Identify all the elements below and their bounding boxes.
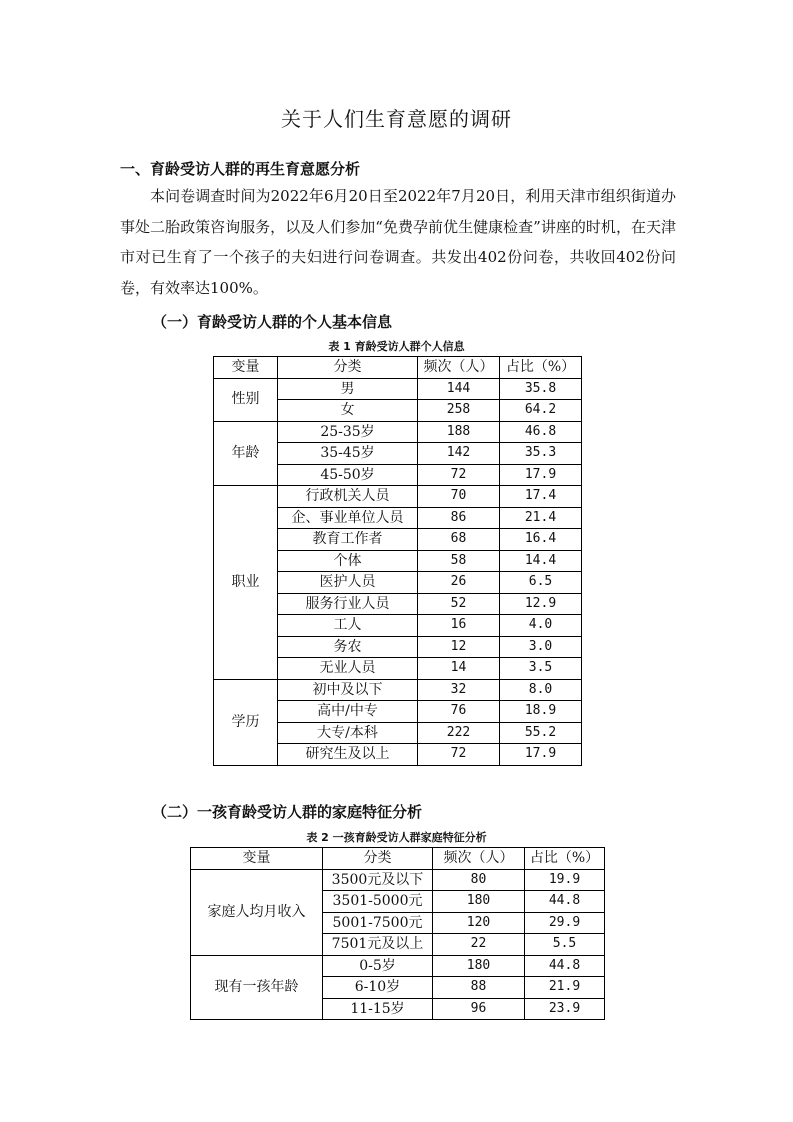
count-cell: 258 (418, 400, 500, 422)
table-row (191, 955, 605, 977)
category-cell: 个体 (278, 550, 418, 572)
category-cell: 初中及以下 (278, 679, 418, 701)
category-cell: 45-50岁 (278, 464, 418, 486)
count-cell: 58 (418, 550, 500, 572)
table-row (214, 378, 582, 400)
count-cell: 86 (418, 507, 500, 529)
table-2-caption: 表 2 一孩育龄受访人群家庭特征分析 (306, 831, 487, 844)
column-header: 变量 (191, 848, 323, 870)
page-title: 关于人们生育意愿的调研 (281, 107, 512, 131)
percent-cell: 46.8 (500, 421, 582, 443)
table-2 (190, 847, 605, 1020)
count-cell: 70 (418, 486, 500, 508)
percent-cell: 6.5 (500, 572, 582, 594)
percent-cell: 5.5 (525, 934, 605, 956)
percent-cell: 3.0 (500, 636, 582, 658)
percent-cell: 3.5 (500, 658, 582, 680)
count-cell: 88 (433, 977, 525, 999)
category-cell: 11-15岁 (323, 998, 433, 1020)
count-cell: 76 (418, 701, 500, 723)
category-cell: 工人 (278, 615, 418, 637)
variable-cell: 职业 (214, 486, 278, 680)
count-cell: 222 (418, 722, 500, 744)
variable-cell: 现有一孩年龄 (191, 955, 323, 1020)
count-cell: 120 (433, 912, 525, 934)
count-cell: 26 (418, 572, 500, 594)
column-header: 占比（%） (500, 357, 582, 379)
percent-cell: 35.3 (500, 443, 582, 465)
table-row (214, 421, 582, 443)
table-2-body (191, 848, 605, 1020)
count-cell: 12 (418, 636, 500, 658)
category-cell: 务农 (278, 636, 418, 658)
count-cell: 32 (418, 679, 500, 701)
column-header: 频次（人） (433, 848, 525, 870)
count-cell: 52 (418, 593, 500, 615)
variable-cell: 性别 (214, 378, 278, 421)
count-cell: 180 (433, 891, 525, 913)
column-header: 分类 (278, 357, 418, 379)
percent-cell: 8.0 (500, 679, 582, 701)
percent-cell: 16.4 (500, 529, 582, 551)
percent-cell: 44.8 (525, 955, 605, 977)
percent-cell: 21.9 (525, 977, 605, 999)
category-cell: 6-10岁 (323, 977, 433, 999)
count-cell: 16 (418, 615, 500, 637)
category-cell: 大专/本科 (278, 722, 418, 744)
category-cell: 企、事业单位人员 (278, 507, 418, 529)
column-header: 分类 (323, 848, 433, 870)
category-cell: 3500元及以下 (323, 869, 433, 891)
subsection-heading-1: （一）育龄受访人群的个人基本信息 (152, 313, 393, 331)
percent-cell: 18.9 (500, 701, 582, 723)
count-cell: 144 (418, 378, 500, 400)
category-cell: 教育工作者 (278, 529, 418, 551)
intro-paragraph: 本问卷调查时间为2022年6月20日至2022年7月20日，利用天津市组织街道办事处二胎政策咨询服务，以及人们参加“免费孕前优生健康检查”讲座的时机，在天津市对已生育了一个孩子的夫妇进行问卷调查。共发出402份问卷，共收回402份问卷，有效率达100%。 (120, 187, 676, 297)
column-header: 频次（人） (418, 357, 500, 379)
percent-cell: 55.2 (500, 722, 582, 744)
percent-cell: 17.9 (500, 744, 582, 766)
variable-cell: 年龄 (214, 421, 278, 486)
category-cell: 3501-5000元 (323, 891, 433, 913)
variable-cell: 学历 (214, 679, 278, 765)
percent-cell: 64.2 (500, 400, 582, 422)
subsection-heading-2: （二）一孩育龄受访人群的家庭特征分析 (152, 803, 423, 821)
percent-cell: 29.9 (525, 912, 605, 934)
category-cell: 5001-7500元 (323, 912, 433, 934)
table-row (191, 869, 605, 891)
section-heading: 一、育龄受访人群的再生育意愿分析 (120, 160, 361, 178)
percent-cell: 17.9 (500, 464, 582, 486)
percent-cell: 21.4 (500, 507, 582, 529)
table-1 (213, 356, 582, 766)
count-cell: 22 (433, 934, 525, 956)
count-cell: 142 (418, 443, 500, 465)
count-cell: 72 (418, 744, 500, 766)
percent-cell: 17.4 (500, 486, 582, 508)
table-row (214, 486, 582, 508)
percent-cell: 14.4 (500, 550, 582, 572)
table-row (214, 679, 582, 701)
count-cell: 72 (418, 464, 500, 486)
category-cell: 无业人员 (278, 658, 418, 680)
table-1-caption: 表 1 育龄受访人群个人信息 (328, 340, 465, 353)
table-1-body (214, 357, 582, 766)
category-cell: 7501元及以上 (323, 934, 433, 956)
count-cell: 80 (433, 869, 525, 891)
percent-cell: 4.0 (500, 615, 582, 637)
variable-cell: 家庭人均月收入 (191, 869, 323, 955)
percent-cell: 44.8 (525, 891, 605, 913)
column-header: 占比（%） (525, 848, 605, 870)
percent-cell: 35.8 (500, 378, 582, 400)
count-cell: 68 (418, 529, 500, 551)
category-cell: 行政机关人员 (278, 486, 418, 508)
table-header-row (191, 848, 605, 870)
category-cell: 35-45岁 (278, 443, 418, 465)
category-cell: 高中/中专 (278, 701, 418, 723)
count-cell: 180 (433, 955, 525, 977)
count-cell: 96 (433, 998, 525, 1020)
category-cell: 服务行业人员 (278, 593, 418, 615)
column-header: 变量 (214, 357, 278, 379)
category-cell: 研究生及以上 (278, 744, 418, 766)
percent-cell: 23.9 (525, 998, 605, 1020)
table-header-row (214, 357, 582, 379)
count-cell: 14 (418, 658, 500, 680)
category-cell: 男 (278, 378, 418, 400)
percent-cell: 12.9 (500, 593, 582, 615)
category-cell: 25-35岁 (278, 421, 418, 443)
count-cell: 188 (418, 421, 500, 443)
percent-cell: 19.9 (525, 869, 605, 891)
category-cell: 医护人员 (278, 572, 418, 594)
category-cell: 女 (278, 400, 418, 422)
category-cell: 0-5岁 (323, 955, 433, 977)
